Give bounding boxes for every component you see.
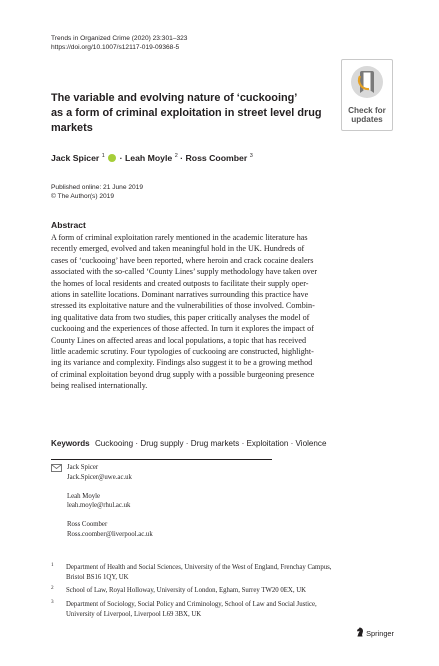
corresponding-contacts	[67, 463, 153, 539]
keywords	[51, 438, 326, 449]
author-name[interactable]: Ross Coomber	[185, 153, 248, 163]
orcid-icon[interactable]	[108, 154, 116, 162]
doi-link[interactable]: https://doi.org/10.1007/s12117-019-09368-5	[51, 44, 180, 51]
keywords-label: Keywords	[51, 439, 90, 448]
chess-knight-icon	[356, 627, 364, 637]
affiliation-number: 1	[51, 562, 54, 568]
contact-name: Jack Spicer	[67, 464, 99, 471]
affiliation-line: Department of Health and Social Sciences, University of the West of England, Frenchay Campus,	[66, 564, 332, 571]
author-sup: 3	[249, 153, 253, 159]
abstract-line: cuckooing and the experiences of those affected. In turn it explores the impact of	[51, 324, 314, 334]
badge-line-1: Check for	[348, 106, 386, 115]
contact-email[interactable]: Jack.Spicer@uwe.ac.uk	[67, 473, 132, 481]
journal-header	[51, 34, 187, 52]
affiliation-line: Bristol BS16 1QY, UK	[66, 573, 129, 581]
abstract-line: ing its variance and complexity. Findings also suggest it to be a growing method	[51, 358, 313, 368]
journal-citation: Trends in Organized Crime (2020) 23:301–323	[51, 35, 188, 42]
abstract-line: recently emerged, evolved and taken meaningful hold in the UK. Hundreds of	[51, 244, 305, 254]
copyright-line: © The Author(s) 2019	[51, 193, 115, 200]
author-sup: 1	[101, 153, 105, 159]
badge-circle	[351, 66, 383, 98]
keywords-list: Cuckooing · Drug supply · Drug markets · Exploitation · Violence	[94, 439, 327, 448]
author-name[interactable]: Jack Spicer	[51, 153, 100, 163]
publisher-logo	[356, 627, 394, 638]
contact-email[interactable]: Ross.coomber@liverpool.ac.uk	[67, 530, 153, 538]
affiliation-number: 3	[51, 599, 54, 605]
publisher-name: Springer	[366, 629, 394, 638]
check-for-updates-badge[interactable]	[341, 59, 393, 131]
author-list	[51, 150, 253, 164]
author-sup: 2	[174, 153, 178, 159]
abstract-line: ing qualitative data from two studies, this paper critically analyses the model of	[51, 312, 310, 322]
title-line: markets	[51, 122, 93, 134]
badge-line-2: updates	[351, 115, 383, 124]
abstract-body	[51, 232, 391, 392]
abstract-line: associated with the so-called ‘County Lines’ supply methodology have taken over	[51, 267, 318, 277]
abstract-heading: Abstract	[51, 220, 86, 230]
abstract-line: of criminal exploitation beyond drug supply with a possible burgeoning presence	[51, 369, 315, 379]
affiliation-line: School of Law, Royal Holloway, University of London, Egham, Surrey TW20 0EX, UK	[66, 587, 307, 594]
abstract-line: being realised internationally.	[51, 381, 148, 391]
contact-name: Leah Moyle	[67, 492, 101, 500]
footnote-divider	[51, 459, 272, 460]
title-line: as a form of criminal exploitation in street level drug	[51, 107, 322, 119]
bookmark-icon	[351, 66, 383, 98]
published-date: Published online: 21 June 2019	[51, 184, 144, 191]
author-name[interactable]: Leah Moyle	[124, 153, 173, 163]
contact-email[interactable]: leah.moyle@rhul.ac.uk	[67, 502, 131, 509]
article-title	[51, 91, 341, 136]
abstract-line: ations in satellite locations. Dominant narratives surrounding this practice have	[51, 290, 309, 300]
abstract-line: County Lines on affected areas and local populations, a topic that has received	[51, 335, 307, 345]
author-separator: ·	[119, 153, 125, 163]
title-line: The variable and evolving nature of ‘cuckooing’	[51, 92, 298, 104]
contact-spacer	[67, 511, 153, 521]
abstract-line: little academic scrutiny. Four typologies of cuckooing are constructed, highlight-	[51, 347, 314, 357]
abstract-line: cases of ‘cuckooing’ have been reported, where heroin and crack cocaine dealers	[51, 255, 314, 265]
publication-info	[51, 183, 143, 201]
affiliation-number: 2	[51, 585, 54, 591]
author-separator: ·	[180, 153, 186, 163]
affiliation-line: University of Liverpool, Liverpool L69 3BX, UK	[66, 610, 202, 618]
abstract-line: stressed its exploitative nature and the vulnerabilities of those involved. Combin-	[51, 301, 315, 311]
affiliation-line: Department of Sociology, Social Policy and Criminology, School of Law and Social Justice,	[66, 601, 317, 608]
abstract-line: A form of criminal exploitation rarely mentioned in the academic literature has	[51, 233, 308, 242]
envelope-icon	[51, 464, 62, 472]
abstract-line: the homes of local residents and created outposts to facilitate their supply oper-	[51, 278, 309, 288]
contact-spacer	[67, 482, 153, 492]
contact-name: Ross Coomber	[67, 521, 108, 528]
